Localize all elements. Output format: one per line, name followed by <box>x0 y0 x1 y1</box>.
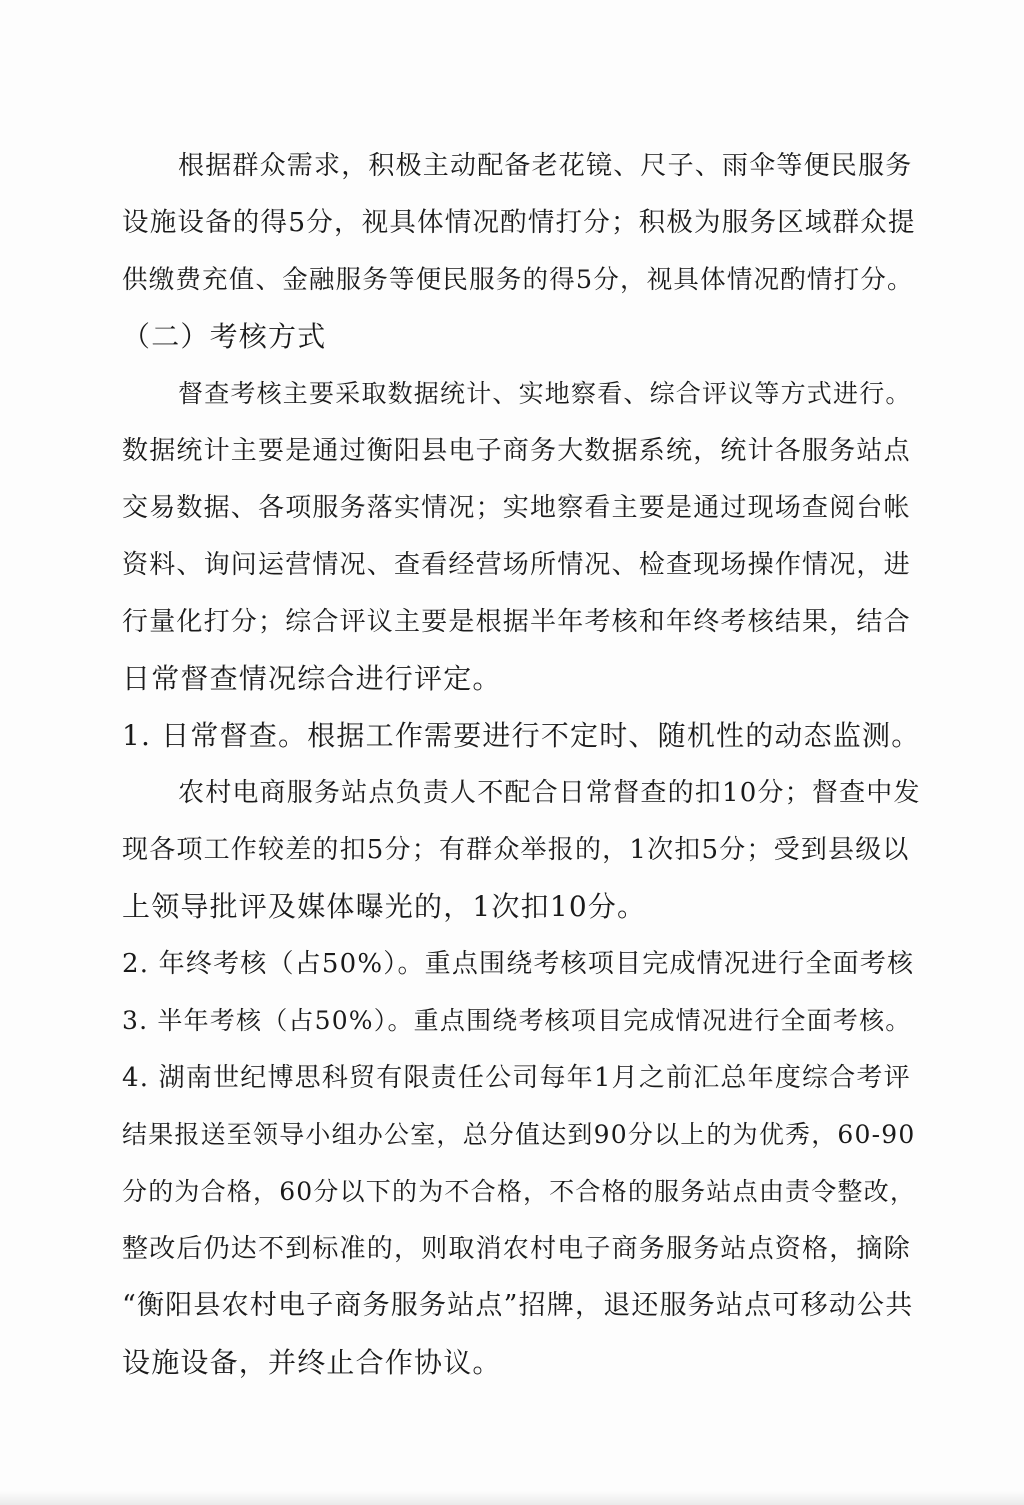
paragraph-line: 供缴费充值、金融服务等便民服务的得5分，视具体情况酌情打分。 <box>122 265 914 295</box>
paragraph-line: 设施设备的得5分，视具体情况酌情打分；积极为服务区域群众提 <box>122 207 916 238</box>
list-item-heading: 2. 年终考核（占50%）。重点围绕考核项目完成情况进行全面考核 <box>122 949 915 979</box>
section-heading: （二）考核方式 <box>122 320 327 353</box>
list-item-heading: 4. 湖南世纪博思科贸有限责任公司每年1月之前汇总年度综合考评 <box>122 1063 911 1093</box>
paragraph-line: 结果报送至领导小组办公室，总分值达到90分以上的为优秀，60-90 <box>122 1120 916 1149</box>
paragraph-line: 资料、询问运营情况、查看经营场所情况、检查现场操作情况，进 <box>122 550 911 580</box>
list-item-heading: 1. 日常督查。根据工作需要进行不定时、随机性的动态监测。 <box>122 719 921 752</box>
paragraph-line: 行量化打分；综合评议主要是根据半年考核和年终考核结果，结合 <box>122 607 911 637</box>
list-item-heading: 3. 半年考核（占50%）。重点围绕考核项目完成情况进行全面考核。 <box>122 1006 912 1035</box>
paragraph-line: 设施设备，并终止合作协议。 <box>122 1346 502 1379</box>
paragraph-line: 根据群众需求，积极主动配备老花镜、尺子、雨伞等便民服务 <box>178 151 913 181</box>
paragraph-line: 上领导批评及媒体曝光的，1次扣10分。 <box>122 890 647 923</box>
paragraph-line: 现各项工作较差的扣5分；有群众举报的，1次扣5分；受到县级以 <box>122 835 910 865</box>
paragraph-line: 农村电商服务站点负责人不配合日常督查的扣10分；督查中发 <box>178 778 921 808</box>
paragraph-line: 整改后仍达不到标准的，则取消农村电子商务服务站点资格，摘除 <box>122 1234 911 1264</box>
paragraph-line: 日常督查情况综合进行评定。 <box>122 662 502 695</box>
paragraph-line: 督查考核主要采取数据统计、实地察看、综合评议等方式进行。 <box>178 379 912 408</box>
paragraph-line: 数据统计主要是通过衡阳县电子商务大数据系统，统计各服务站点 <box>122 436 911 466</box>
paragraph-line: “衡阳县农村电子商务服务站点”招牌，退还服务站点可移动公共 <box>122 1290 914 1321</box>
scan-bottom-edge <box>0 1491 1024 1505</box>
paragraph-line: 交易数据、各项服务落实情况；实地察看主要是通过现场查阅台帐 <box>122 493 911 523</box>
paragraph-line: 分的为合格，60分以下的为不合格，不合格的服务站点由责令整改， <box>122 1177 917 1206</box>
